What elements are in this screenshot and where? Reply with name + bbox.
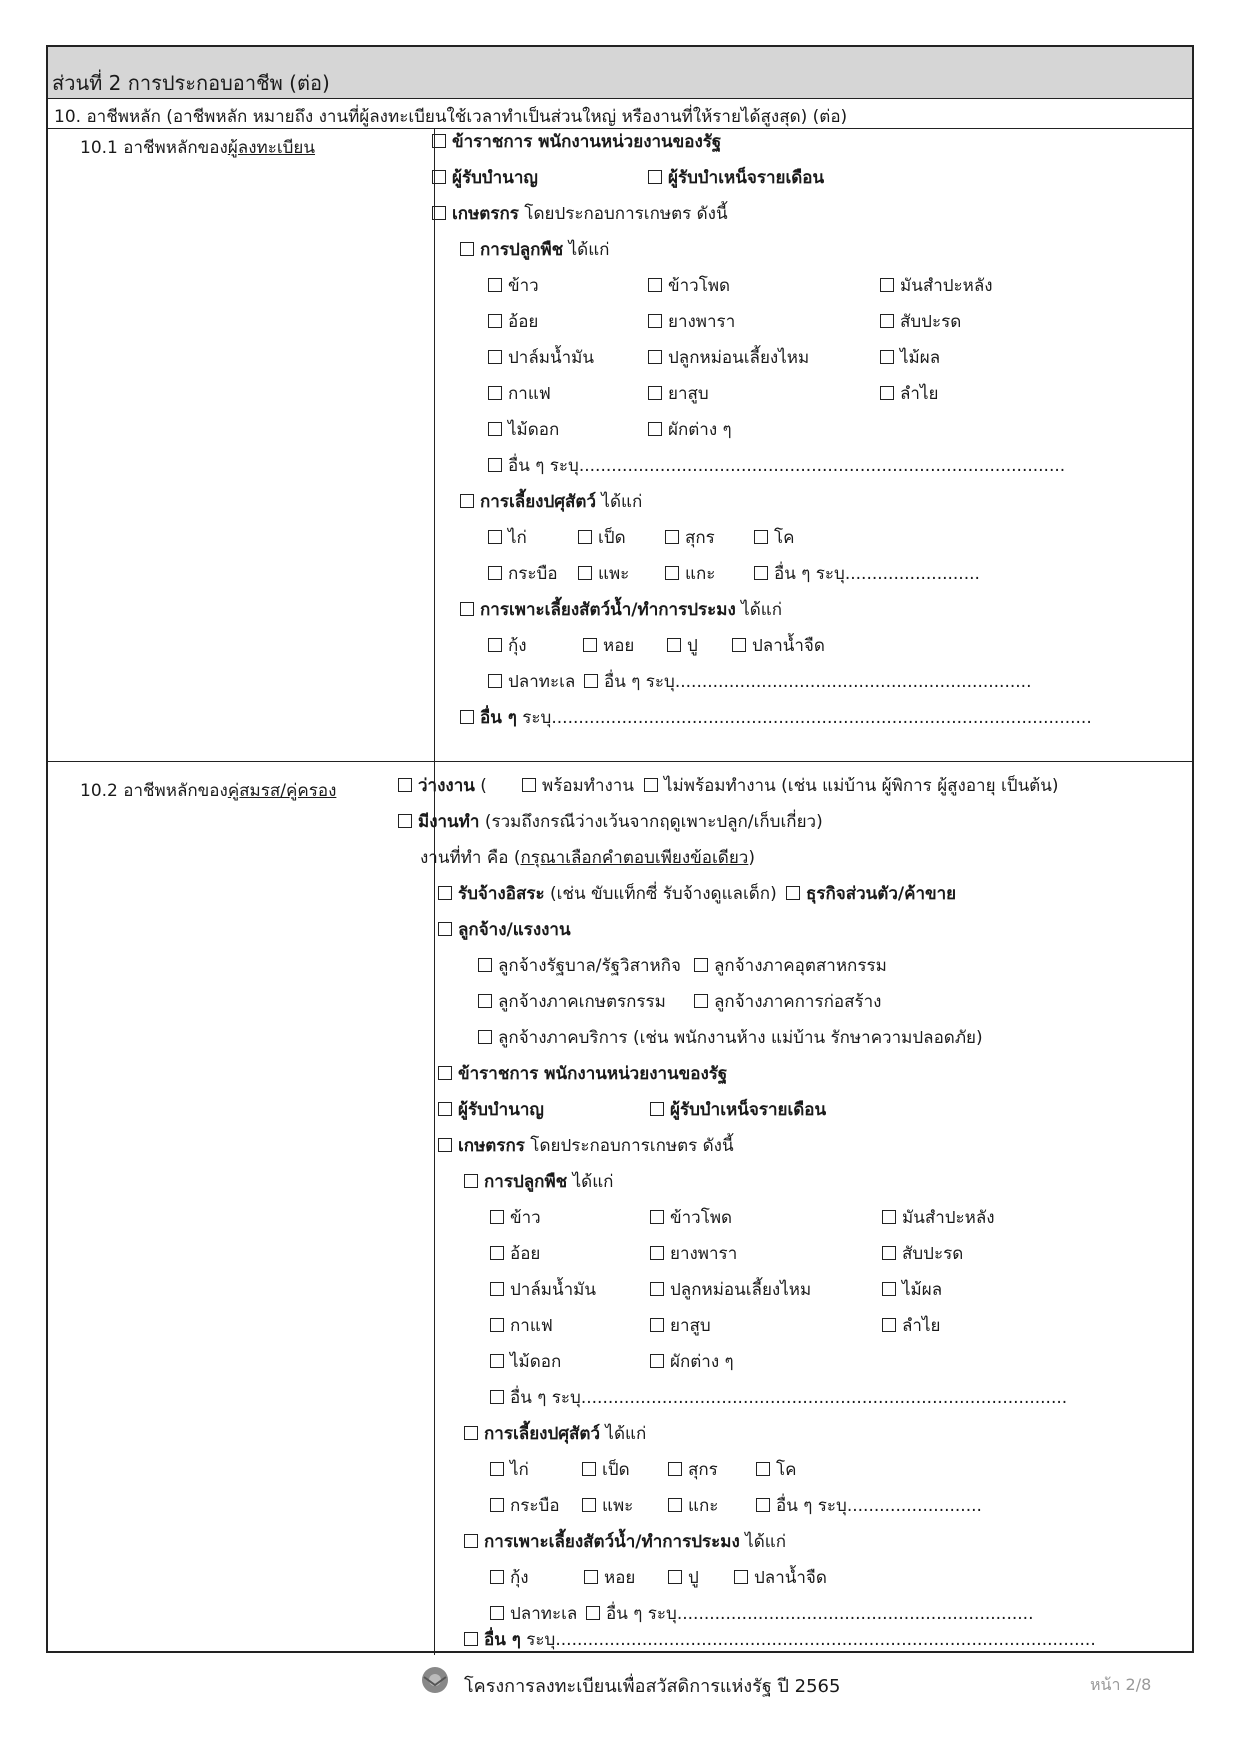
checkbox[interactable] xyxy=(732,638,746,652)
opt1-livestock-other[interactable]: อื่น ๆ ระบุ......................... xyxy=(754,562,980,586)
opt1-crab[interactable]: ปู xyxy=(667,634,698,658)
checkbox[interactable] xyxy=(880,278,894,292)
opt2-monthly[interactable]: ผู้รับบำเหน็จรายเดือน xyxy=(650,1098,826,1122)
checkbox[interactable] xyxy=(432,134,446,148)
checkbox[interactable] xyxy=(488,314,502,328)
opt1-livestock[interactable]: การเลี้ยงปศุสัตว์ ได้แก่ xyxy=(460,490,642,514)
opt1-plant-other[interactable]: อื่น ๆ ระบุ.......................................................................................... xyxy=(488,454,1065,478)
checkbox[interactable] xyxy=(478,1030,492,1044)
opt1-other[interactable]: อื่น ๆ ระบุ.................................................................................................... xyxy=(460,706,1092,730)
opt1-pig[interactable]: สุกร xyxy=(665,526,715,550)
checkbox[interactable] xyxy=(488,458,502,472)
checkbox[interactable] xyxy=(650,1318,664,1332)
opt2-emp-industry[interactable]: ลูกจ้างภาคอุตสาหกรรม xyxy=(694,954,887,978)
opt1-vegetable[interactable]: ผักต่าง ๆ xyxy=(648,418,732,442)
opt2-employed[interactable]: มีงานทำ (รวมถึงกรณีว่างเว้นจากฤดูเพาะปลูก/เก็บเกี่ยว) xyxy=(398,810,823,834)
checkbox[interactable] xyxy=(478,994,492,1008)
checkbox[interactable] xyxy=(648,422,662,436)
checkbox[interactable] xyxy=(665,566,679,580)
checkbox[interactable] xyxy=(582,1462,596,1476)
checkbox[interactable] xyxy=(584,1570,598,1584)
opt1-palm[interactable]: ปาล์มน้ำมัน xyxy=(488,346,594,370)
opt1-shellfish[interactable]: หอย xyxy=(583,634,634,658)
row-divider xyxy=(48,761,1192,762)
opt2-planting[interactable]: การปลูกพืช ได้แก่ xyxy=(464,1170,613,1194)
opt2-flower[interactable]: ไม้ดอก xyxy=(490,1350,561,1374)
opt2-emp-service[interactable]: ลูกจ้างภาคบริการ (เช่น พนักงานห้าง แม่บ้าน รักษาความปลอดภัย) xyxy=(478,1026,983,1050)
checkbox[interactable] xyxy=(460,710,474,724)
checkbox[interactable] xyxy=(460,494,474,508)
footer-title: โครงการลงทะเบียนเพื่อสวัสดิการแห่งรัฐ ปี 2565 xyxy=(464,1676,841,1697)
opt2-palm[interactable]: ปาล์มน้ำมัน xyxy=(490,1278,596,1302)
checkbox[interactable] xyxy=(522,778,536,792)
checkbox[interactable] xyxy=(464,1174,478,1188)
checkbox[interactable] xyxy=(438,1066,452,1080)
checkbox[interactable] xyxy=(882,1210,896,1224)
checkbox[interactable] xyxy=(488,278,502,292)
checkbox[interactable] xyxy=(756,1498,770,1512)
checkbox[interactable] xyxy=(488,566,502,580)
question-10-title: 10. อาชีพหลัก (อาชีพหลัก หมายถึง งานที่ผู้ลงทะเบียนใช้เวลาทำเป็นส่วนใหญ่ หรืองานที่ให้รายได้สูงสุด) (ต่อ) xyxy=(54,107,848,127)
checkbox[interactable] xyxy=(734,1570,748,1584)
checkbox[interactable] xyxy=(578,530,592,544)
question-10-1-prefix: 10.1 อาชีพหลักของ xyxy=(80,138,228,158)
form-sheet xyxy=(46,45,1194,1653)
opt1-sheep[interactable]: แกะ xyxy=(665,562,715,586)
column-divider xyxy=(434,129,435,1655)
checkbox[interactable] xyxy=(460,242,474,256)
checkbox[interactable] xyxy=(438,886,452,900)
opt2-fishery[interactable]: การเพาะเลี้ยงสัตว์น้ำ/ทำการประมง ได้แก่ xyxy=(464,1530,786,1554)
opt2-shrimp[interactable]: กุ้ง xyxy=(490,1566,529,1590)
checkbox[interactable] xyxy=(488,674,502,688)
checkbox[interactable] xyxy=(648,278,662,292)
opt2-tobacco[interactable]: ยาสูบ xyxy=(650,1314,711,1338)
opt2-pension[interactable]: ผู้รับบำนาญ xyxy=(438,1098,544,1122)
page-number: หน้า 2/8 xyxy=(1090,1675,1152,1694)
opt2-job-instruction: งานที่ทำ คือ (กรุณาเลือกคำตอบเพียงข้อเดียว) xyxy=(420,848,755,868)
checkbox[interactable] xyxy=(880,350,894,364)
checkbox[interactable] xyxy=(478,958,492,972)
opt1-rubber[interactable]: ยางพารา xyxy=(648,310,735,334)
checkbox[interactable] xyxy=(490,1498,504,1512)
opt2-farmer[interactable]: เกษตรกร โดยประกอบการเกษตร ดังนี้ xyxy=(438,1134,734,1158)
opt2-goat[interactable]: แพะ xyxy=(582,1494,633,1518)
checkbox[interactable] xyxy=(432,206,446,220)
checkbox[interactable] xyxy=(668,1462,682,1476)
opt1-coffee[interactable]: กาแฟ xyxy=(488,382,551,406)
opt2-livestock[interactable]: การเลี้ยงปศุสัตว์ ได้แก่ xyxy=(464,1422,646,1446)
checkbox[interactable] xyxy=(694,994,708,1008)
checkbox[interactable] xyxy=(490,1390,504,1404)
opt2-pig[interactable]: สุกร xyxy=(668,1458,718,1482)
opt2-plant-other[interactable]: อื่น ๆ ระบุ.......................................................................................... xyxy=(490,1386,1067,1410)
page-footer xyxy=(0,1663,1238,1703)
opt2-cow[interactable]: โค xyxy=(756,1458,797,1482)
opt2-rice[interactable]: ข้าว xyxy=(490,1206,541,1230)
checkbox[interactable] xyxy=(786,886,800,900)
section-title: ส่วนที่ 2 การประกอบอาชีพ (ต่อ) xyxy=(52,71,330,95)
opt2-fruit[interactable]: ไม้ผล xyxy=(882,1278,942,1302)
checkbox[interactable] xyxy=(882,1282,896,1296)
checkbox[interactable] xyxy=(490,1354,504,1368)
checkbox[interactable] xyxy=(490,1210,504,1224)
opt2-employee[interactable]: ลูกจ้าง/แรงงาน xyxy=(438,918,571,942)
question-10-row xyxy=(48,99,1192,129)
checkbox[interactable] xyxy=(648,170,662,184)
opt2-buffalo[interactable]: กระบือ xyxy=(490,1494,560,1518)
opt1-monthly[interactable]: ผู้รับบำเหน็จรายเดือน xyxy=(648,166,824,190)
checkbox[interactable] xyxy=(398,778,412,792)
opt1-fishery-other[interactable]: อื่น ๆ ระบุ.................................................................. xyxy=(584,670,1031,694)
checkbox[interactable] xyxy=(438,1138,452,1152)
checkbox[interactable] xyxy=(432,170,446,184)
opt1-farmer[interactable]: เกษตรกร โดยประกอบการเกษตร ดังนี้ xyxy=(432,202,728,226)
checkbox[interactable] xyxy=(438,1102,452,1116)
opt2-freelance[interactable]: รับจ้างอิสระ (เช่น ขับแท็กซี่ รับจ้างดูแลเด็ก) xyxy=(438,882,777,906)
checkbox[interactable] xyxy=(578,566,592,580)
opt1-rice[interactable]: ข้าว xyxy=(488,274,539,298)
opt1-flower[interactable]: ไม้ดอก xyxy=(488,418,559,442)
opt2-emp-agri[interactable]: ลูกจ้างภาคเกษตรกรรม xyxy=(478,990,666,1014)
question-10-2-subject: คู่สมรส/คู่ครอง xyxy=(227,781,337,801)
opt1-corn[interactable]: ข้าวโพด xyxy=(648,274,730,298)
checkbox[interactable] xyxy=(648,314,662,328)
opt2-rubber[interactable]: ยางพารา xyxy=(650,1242,737,1266)
checkbox[interactable] xyxy=(488,422,502,436)
checkbox[interactable] xyxy=(460,602,474,616)
checkbox[interactable] xyxy=(644,778,658,792)
checkbox[interactable] xyxy=(882,1246,896,1260)
opt2-gov[interactable]: ข้าราชการ พนักงานหน่วยงานของรัฐ xyxy=(438,1062,727,1086)
checkbox[interactable] xyxy=(490,1282,504,1296)
opt1-gov[interactable]: ข้าราชการ พนักงานหน่วยงานของรัฐ xyxy=(432,130,721,154)
checkbox[interactable] xyxy=(668,1498,682,1512)
opt2-sheep[interactable]: แกะ xyxy=(668,1494,718,1518)
opt2-duck[interactable]: เป็ด xyxy=(582,1458,630,1482)
checkbox[interactable] xyxy=(668,1570,682,1584)
checkbox[interactable] xyxy=(464,1632,478,1646)
opt1-goat[interactable]: แพะ xyxy=(578,562,629,586)
checkbox[interactable] xyxy=(648,386,662,400)
question-10-1-label xyxy=(80,134,315,161)
opt2-cassava[interactable]: มันสำปะหลัง xyxy=(882,1206,995,1230)
checkbox[interactable] xyxy=(754,530,768,544)
checkbox[interactable] xyxy=(880,314,894,328)
opt1-planting[interactable]: การปลูกพืช ได้แก่ xyxy=(460,238,609,262)
opt1-pension[interactable]: ผู้รับบำนาญ xyxy=(432,166,538,190)
checkbox[interactable] xyxy=(882,1318,896,1332)
opt2-freshwater[interactable]: ปลาน้ำจืด xyxy=(734,1566,827,1590)
checkbox[interactable] xyxy=(488,638,502,652)
checkbox[interactable] xyxy=(490,1246,504,1260)
question-10-2-prefix: 10.2 อาชีพหลักของ xyxy=(80,781,228,801)
checkbox[interactable] xyxy=(488,386,502,400)
opt1-shrimp[interactable]: กุ้ง xyxy=(488,634,527,658)
opt1-chicken[interactable]: ไก่ xyxy=(488,526,527,550)
opt1-duck[interactable]: เป็ด xyxy=(578,526,626,550)
checkbox[interactable] xyxy=(464,1426,478,1440)
checkbox[interactable] xyxy=(650,1102,664,1116)
opt2-business[interactable]: ธุรกิจส่วนตัว/ค้าขาย xyxy=(786,882,956,906)
checkbox[interactable] xyxy=(650,1246,664,1260)
opt2-sugarcane[interactable]: อ้อย xyxy=(490,1242,540,1266)
opt2-corn[interactable]: ข้าวโพด xyxy=(650,1206,732,1230)
opt2-other[interactable]: อื่น ๆ ระบุ.................................................................................................... xyxy=(464,1628,1096,1652)
question-10-2-label xyxy=(80,777,336,804)
checkbox[interactable] xyxy=(490,1462,504,1476)
checkbox[interactable] xyxy=(754,566,768,580)
opt1-mulberry[interactable]: ปลูกหม่อนเลี้ยงไหม xyxy=(648,346,809,370)
opt2-longan[interactable]: ลำไย xyxy=(882,1314,940,1338)
checkbox[interactable] xyxy=(490,1570,504,1584)
checkbox[interactable] xyxy=(650,1354,664,1368)
opt2-ready[interactable]: พร้อมทำงาน xyxy=(522,774,634,798)
checkbox[interactable] xyxy=(490,1606,504,1620)
checkbox[interactable] xyxy=(490,1318,504,1332)
checkbox[interactable] xyxy=(583,638,597,652)
opt2-unemployed[interactable]: ว่างงาน ( xyxy=(398,774,487,798)
opt2-mulberry[interactable]: ปลูกหม่อนเลี้ยงไหม xyxy=(650,1278,811,1302)
checkbox[interactable] xyxy=(694,958,708,972)
opt1-cow[interactable]: โค xyxy=(754,526,795,550)
opt1-pineapple[interactable]: สับปะรด xyxy=(880,310,961,334)
opt2-shellfish[interactable]: หอย xyxy=(584,1566,635,1590)
opt1-fruit[interactable]: ไม้ผล xyxy=(880,346,940,370)
opt2-coffee[interactable]: กาแฟ xyxy=(490,1314,553,1338)
checkbox[interactable] xyxy=(667,638,681,652)
opt2-fishery-other[interactable]: อื่น ๆ ระบุ.................................................................. xyxy=(586,1602,1033,1626)
checkbox[interactable] xyxy=(582,1498,596,1512)
checkbox[interactable] xyxy=(665,530,679,544)
question-10-1-subject: ผู้ลงทะเบียน xyxy=(227,138,316,158)
opt1-buffalo[interactable]: กระบือ xyxy=(488,562,558,586)
opt2-emp-gov[interactable]: ลูกจ้างรัฐบาล/รัฐวิสาหกิจ xyxy=(478,954,681,978)
checkbox[interactable] xyxy=(584,674,598,688)
checkbox[interactable] xyxy=(488,530,502,544)
opt1-seafish[interactable]: ปลาทะเล xyxy=(488,670,575,694)
checkbox[interactable] xyxy=(398,814,412,828)
checkbox[interactable] xyxy=(756,1462,770,1476)
opt2-livestock-other[interactable]: อื่น ๆ ระบุ......................... xyxy=(756,1494,982,1518)
garuda-emblem-icon xyxy=(420,1665,450,1695)
opt1-freshwater[interactable]: ปลาน้ำจืด xyxy=(732,634,825,658)
opt2-not-ready[interactable]: ไม่พร้อมทำงาน (เช่น แม่บ้าน ผู้พิการ ผู้สูงอายุ เป็นต้น) xyxy=(644,774,1058,798)
checkbox[interactable] xyxy=(650,1210,664,1224)
section-header xyxy=(48,47,1192,99)
opt2-vegetable[interactable]: ผักต่าง ๆ xyxy=(650,1350,734,1374)
checkbox[interactable] xyxy=(586,1606,600,1620)
opt2-chicken[interactable]: ไก่ xyxy=(490,1458,529,1482)
checkbox[interactable] xyxy=(650,1282,664,1296)
checkbox[interactable] xyxy=(438,922,452,936)
checkbox[interactable] xyxy=(648,350,662,364)
checkbox[interactable] xyxy=(880,386,894,400)
opt1-cassava[interactable]: มันสำปะหลัง xyxy=(880,274,993,298)
opt1-longan[interactable]: ลำไย xyxy=(880,382,938,406)
opt2-seafish[interactable]: ปลาทะเล xyxy=(490,1602,577,1626)
checkbox[interactable] xyxy=(464,1534,478,1548)
opt1-fishery[interactable]: การเพาะเลี้ยงสัตว์น้ำ/ทำการประมง ได้แก่ xyxy=(460,598,782,622)
opt1-sugarcane[interactable]: อ้อย xyxy=(488,310,538,334)
opt2-pineapple[interactable]: สับปะรด xyxy=(882,1242,963,1266)
opt2-crab[interactable]: ปู xyxy=(668,1566,699,1590)
opt2-emp-construct[interactable]: ลูกจ้างภาคการก่อสร้าง xyxy=(694,990,881,1014)
opt1-tobacco[interactable]: ยาสูบ xyxy=(648,382,709,406)
checkbox[interactable] xyxy=(488,350,502,364)
